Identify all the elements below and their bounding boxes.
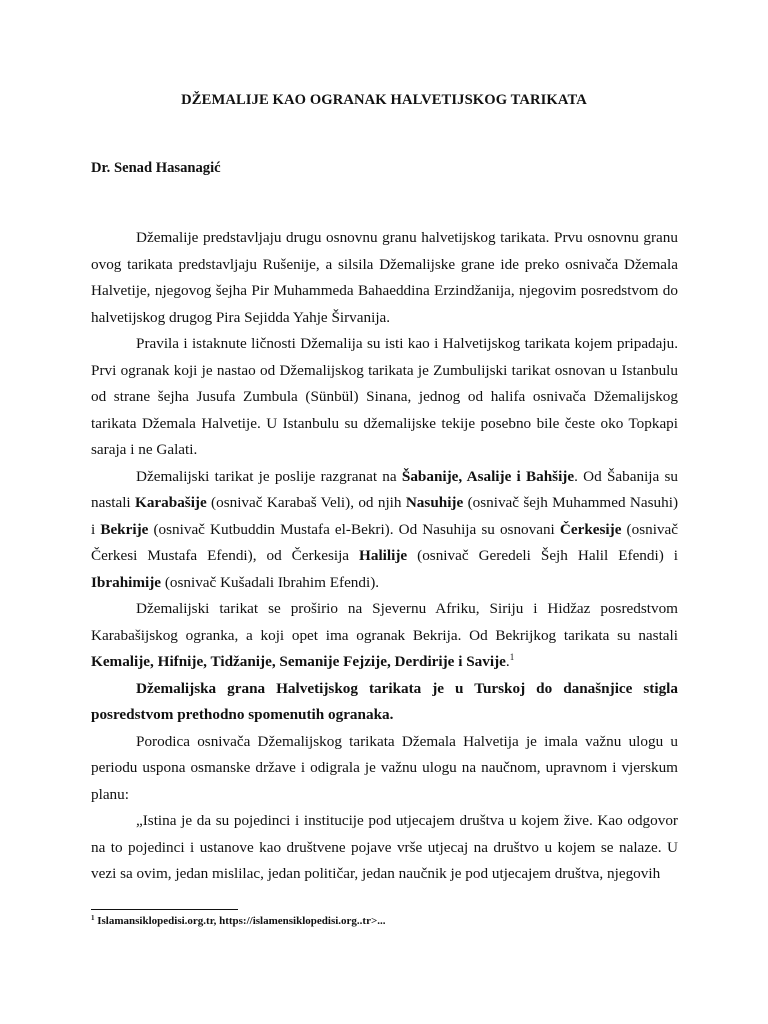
bold-term: Halilije <box>359 547 408 564</box>
footnote-separator <box>91 909 238 910</box>
footnote-marker: 1 <box>91 914 95 922</box>
bold-term: Nasuhije <box>405 494 464 511</box>
bold-term: Karabašije <box>135 494 207 511</box>
bold-term: Bekrije <box>100 520 149 538</box>
quote-paragraph: „Istina je da su pojedinci i institucije pod utjecajem društva u kojem žive. Kao odgovor na to pojedinci i ustanove kao društvene pojave vrše utjecaj na društvo u kojem se nalaze. U vezi sa ovim, jedan mislilac, jedan političar, jedan naučnik je pod utjecajem društva, njegovih <box>91 812 678 882</box>
paragraph: Pravila i istaknute ličnosti Džemalija su isti kao i Halvetijskog tarikata kojem pripadaju. Prvi ogranak koji je nastao od Džemalijskog tarikata je Zumbulijski tarikat osnovan u Istanbulu od strane šejha Jusufa Zumbula (Sünbül) Sinana, jednog od halifa osnivača Džemalijskog tarikata Džemala Halvetije. U Istanbulu su džemalijske tekije posebno bile česte oko Topkapi saraja i ne Galati. <box>91 335 678 458</box>
text-run: . Od Šabanija su nastali <box>91 467 678 511</box>
text-run: (osnivač Karabaš Veli), od njih <box>206 494 406 511</box>
text-run: (osnivač Čerkesi Mustafa Efendi), od Čerkesija <box>91 520 678 564</box>
paragraph: Porodica osnivača Džemalijskog tarikata Džemala Halvetija je imala važnu ulogu u periodu uspona osmanske države i odigrala je važnu ulogu na naučnom, upravnom i vjerskum planu: <box>91 732 678 803</box>
footnote-text: Islamansiklopedisi.org.tr, https://islamensiklopedisi.org..tr>... <box>94 915 386 927</box>
text-run: (osnivač Geredeli Šejh Halil Efendi) i <box>407 547 678 564</box>
bold-term: Kemalije, Hifnije, Tidžanije, Semanije Fejzije, Derdirije i Savije <box>91 653 506 670</box>
footnote <box>91 915 385 927</box>
author-name: Dr. Senad Hasanagić <box>91 160 221 176</box>
bold-paragraph <box>91 676 678 729</box>
bold-term: Šabanije, Asalije i Bahšije <box>401 467 575 485</box>
footnote-reference[interactable]: 1 <box>509 652 515 662</box>
bold-term: Ibrahimije <box>91 573 162 591</box>
bold-term: Čerkesije <box>559 520 622 538</box>
text-run: (osnivač Kutbuddin Mustafa el-Bekri). Od Nasuhija su osnovani <box>148 520 560 538</box>
text-run: Džemalijski tarikat se proširio na Sjevernu Afriku, Siriju i Hidžaz posredstvom Karabašijskog ogranka, a koji opet ima ogranak Bekrija. Od Bekrijkog tarikata su nastali <box>91 600 678 644</box>
text-run: (osnivač šejh Muhammed Nasuhi) i <box>91 494 678 538</box>
paragraph <box>91 596 678 676</box>
paragraph: Džemalije predstavljaju drugu osnovnu granu halvetijskog tarikata. Prvu osnovnu granu ovog tarikata predstavljaju Rušenije, a silsila Džemalijske grane ide preko osnivača Džemala Halvetije, njegovog šejha Pir Muhammeda Bahaeddina Erzindžanija, njegovim posredstvom do halvetijskog drugog Pira Sejidda Yahje Širvanija. <box>91 229 678 326</box>
bold-statement: Džemalijska grana Halvetijskog tarikata je u Turskoj do današnjice stigla posredstvom prethodno spomenutih ogranaka. <box>91 679 678 723</box>
text-run: Džemalijski tarikat je poslije razgranat na <box>136 467 402 485</box>
text-run: . <box>505 653 510 670</box>
document-body <box>91 225 678 888</box>
document-title: DŽEMALIJE KAO OGRANAK HALVETIJSKOG TARIKATA <box>181 92 587 108</box>
text-run: (osnivač Kušadali Ibrahim Efendi). <box>161 573 380 591</box>
paragraph <box>91 464 678 597</box>
